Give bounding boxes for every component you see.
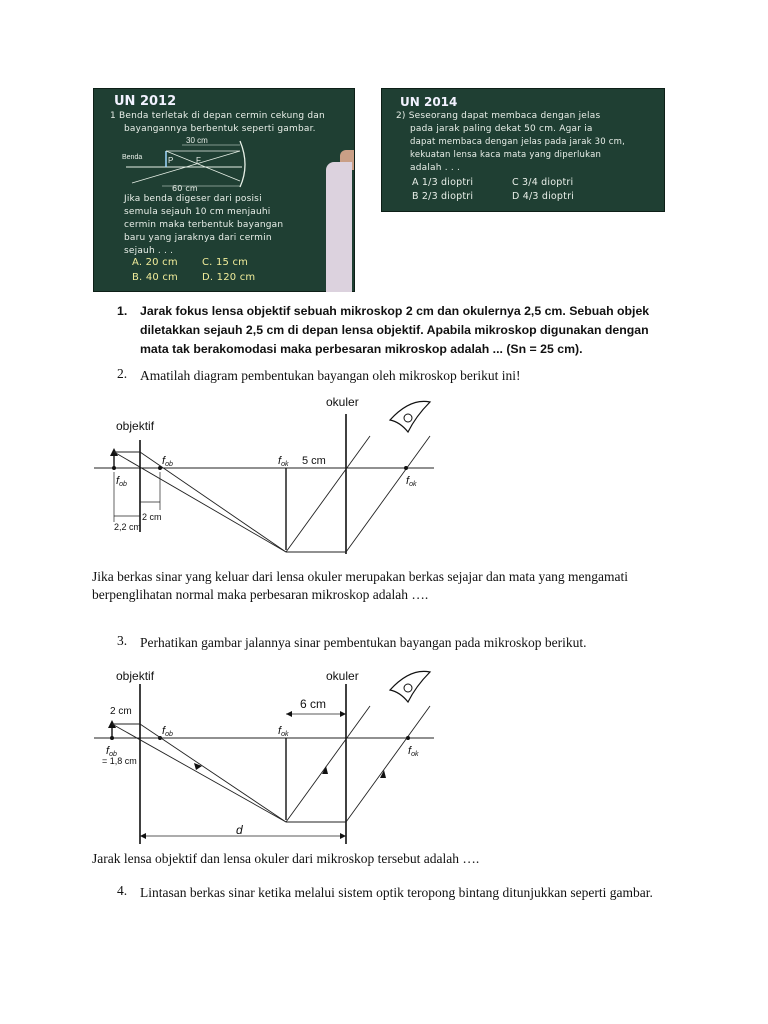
microscope-diagram-2 [90, 392, 450, 560]
label-fok: fok [278, 455, 289, 468]
label-5cm: 5 cm [302, 455, 326, 467]
board-line: kekuatan lensa kaca mata yang diperlukan [410, 150, 602, 160]
option-a: A 1/3 dioptri [412, 177, 474, 188]
label-okuler: okuler [326, 669, 359, 683]
question-text: Perhatikan gambar jalannya sinar pembentukan bayangan pada mikroskop berikut. [140, 635, 587, 650]
option-d: D. 120 cm [202, 272, 256, 283]
board-line: pada jarak paling dekat 50 cm. Agar ia [410, 124, 593, 134]
label-2cm: 2 cm [110, 706, 132, 717]
question-text: Amatilah diagram pembentukan bayangan oleh mikroskop berikut ini! [140, 368, 521, 383]
board-line: cermin maka terbentuk bayangan [124, 220, 284, 230]
label-30cm: 30 cm [186, 137, 208, 145]
label-okuler: okuler [326, 395, 359, 409]
board-title: UN 2014 [400, 95, 458, 109]
option-c: C. 15 cm [202, 257, 249, 268]
board-line: Jika benda digeser dari posisi [124, 194, 262, 204]
label-fok-right: fok [408, 745, 419, 758]
question-text: Lintasan berkas sinar ketika melalui sistem optik teropong bintang ditunjukkan seperti gambar. [140, 885, 653, 900]
board-line: 2) Seseorang dapat membaca dengan jelas [396, 111, 601, 121]
board-image-un-2014 [381, 88, 665, 212]
question-3-followup: Jarak lensa objektif dan lensa okuler dari mikroskop tersebut adalah …. [92, 851, 480, 866]
teacher-figure [326, 162, 352, 292]
label-fok: fok [278, 725, 289, 738]
label-2cm: 2 cm [142, 512, 162, 522]
label-d: d [236, 823, 243, 837]
question-number: 3. [117, 633, 128, 648]
board-image-un-2012 [93, 88, 355, 292]
label-60cm: 60 cm [172, 184, 198, 193]
board-line: bayangannya berbentuk seperti gambar. [124, 124, 316, 134]
option-b: B. 40 cm [132, 272, 178, 283]
label-fob: fob [162, 725, 173, 738]
board-line: baru yang jaraknya dari cermin [124, 233, 272, 243]
label-fob-left: fob [116, 475, 127, 488]
question-number: 1. [117, 304, 128, 318]
label-2-2cm: 2,2 cm [114, 522, 142, 532]
board-line: dapat membaca dengan jelas pada jarak 30 cm, [410, 137, 625, 147]
label-fob: fob [162, 455, 173, 468]
microscope-diagram-3 [90, 662, 450, 846]
board-line: adalah . . . [410, 163, 461, 173]
option-d: D 4/3 dioptri [512, 191, 575, 202]
board-line: semula sejauh 10 cm menjauhi [124, 207, 271, 217]
label-benda: Benda [122, 154, 143, 161]
board-line: sejauh . . . [124, 246, 174, 256]
label-6cm: 6 cm [300, 697, 327, 711]
label-p: P [168, 156, 174, 165]
question-number: 4. [117, 883, 128, 898]
board-line: 1 Benda terletak di depan cermin cekung dan [110, 111, 325, 121]
option-b: B 2/3 dioptri [412, 191, 474, 202]
question-number: 2. [117, 366, 128, 381]
label-f: F [196, 156, 201, 165]
board-title: UN 2012 [114, 94, 177, 109]
question-2-followup: Jika berkas sinar yang keluar dari lensa okuler merupakan berkas sejajar dan mata yang mengamati berpenglihatan normal maka perbesaran mikroskop adalah …. [92, 569, 629, 602]
label-objektif: objektif [116, 669, 155, 683]
label-fob-left: fob [106, 745, 117, 758]
label-objektif: objektif [116, 419, 155, 433]
option-a: A. 20 cm [132, 257, 178, 268]
label-fok-right: fok [406, 475, 417, 488]
option-c: C 3/4 dioptri [512, 177, 574, 188]
label-fob-value: = 1,8 cm [102, 756, 137, 766]
question-text: Jarak fokus lensa objektif sebuah mikroskop 2 cm dan okulernya 2,5 cm. Sebuah objek diletakkan sejauh 2,5 cm di depan lensa objektif. Apabila mikroskop digunakan dengan mata tak berakomodasi maka perbesaran mikroskop adalah ... (Sn = 25 cm). [140, 304, 650, 356]
mirror-diagram [122, 137, 262, 189]
